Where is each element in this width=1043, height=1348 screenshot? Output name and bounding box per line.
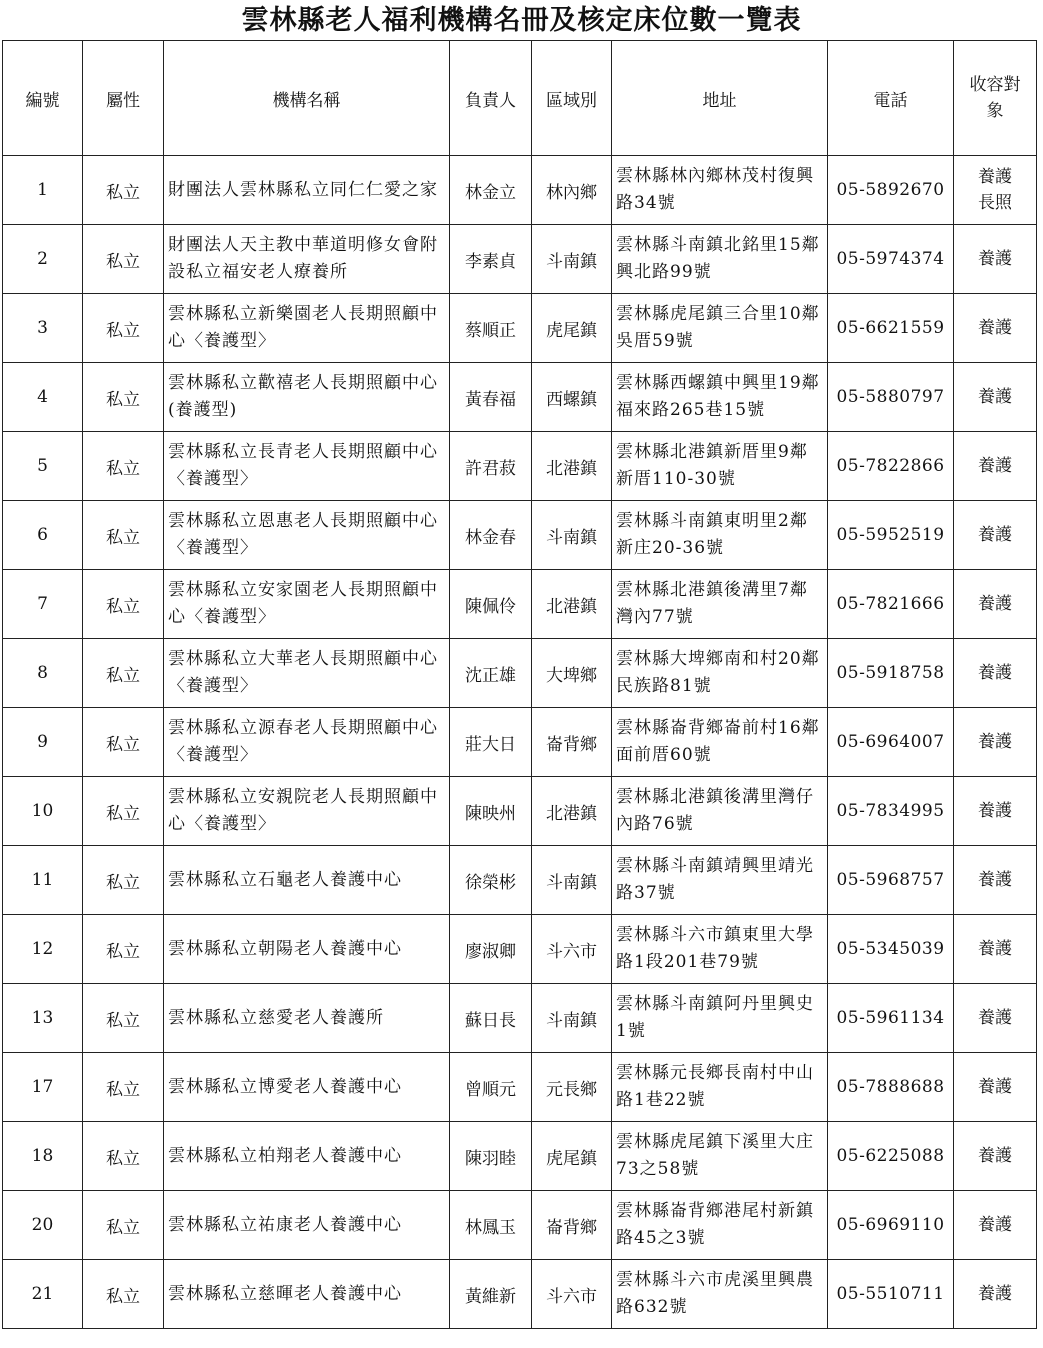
- cell-target: 養護: [954, 846, 1037, 915]
- cell-target: 養護: [954, 294, 1037, 363]
- cell-no: 21: [3, 1260, 83, 1329]
- cell-phone: 05-5918758: [828, 639, 954, 708]
- cell-type: 私立: [83, 639, 164, 708]
- cell-target: 養護: [954, 363, 1037, 432]
- cell-type: 私立: [83, 846, 164, 915]
- cell-target: 養護: [954, 984, 1037, 1053]
- cell-type: 私立: [83, 156, 164, 225]
- facility-table: [2, 40, 1037, 1329]
- cell-no: 10: [3, 777, 83, 846]
- cell-district: 崙背鄉: [532, 1191, 612, 1260]
- cell-type: 私立: [83, 1122, 164, 1191]
- cell-district: 西螺鎮: [532, 363, 612, 432]
- cell-district: 斗南鎮: [532, 225, 612, 294]
- cell-target: 養護: [954, 1053, 1037, 1122]
- cell-name: 雲林縣私立源春老人長期照顧中心〈養護型〉: [164, 708, 450, 777]
- cell-person: 廖淑卿: [450, 915, 532, 984]
- cell-phone: 05-6621559: [828, 294, 954, 363]
- table-row: [3, 501, 1037, 570]
- cell-name: 雲林縣私立慈暉老人養護中心: [164, 1260, 450, 1329]
- cell-address: 雲林縣斗南鎮靖興里靖光路37號: [612, 846, 828, 915]
- cell-address: 雲林縣斗六市虎溪里興農路632號: [612, 1260, 828, 1329]
- cell-person: 沈正雄: [450, 639, 532, 708]
- cell-type: 私立: [83, 708, 164, 777]
- cell-type: 私立: [83, 501, 164, 570]
- cell-name: 財團法人天主教中華道明修女會附設私立福安老人療養所: [164, 225, 450, 294]
- cell-type: 私立: [83, 1191, 164, 1260]
- cell-no: 13: [3, 984, 83, 1053]
- table-row: [3, 915, 1037, 984]
- cell-target: 養護: [954, 570, 1037, 639]
- cell-type: 私立: [83, 363, 164, 432]
- cell-name: 雲林縣私立朝陽老人養護中心: [164, 915, 450, 984]
- cell-address: 雲林縣元長鄉長南村中山路1巷22號: [612, 1053, 828, 1122]
- cell-phone: 05-6225088: [828, 1122, 954, 1191]
- cell-no: 7: [3, 570, 83, 639]
- cell-name: 雲林縣私立長青老人長期照顧中心〈養護型〉: [164, 432, 450, 501]
- cell-phone: 05-7821666: [828, 570, 954, 639]
- cell-phone: 05-6964007: [828, 708, 954, 777]
- cell-person: 許君菽: [450, 432, 532, 501]
- cell-target: 養護: [954, 501, 1037, 570]
- cell-name: 雲林縣私立石龜老人養護中心: [164, 846, 450, 915]
- cell-no: 4: [3, 363, 83, 432]
- cell-name: 雲林縣私立祐康老人養護中心: [164, 1191, 450, 1260]
- cell-type: 私立: [83, 777, 164, 846]
- table-row: [3, 1260, 1037, 1329]
- cell-person: 林鳳玉: [450, 1191, 532, 1260]
- cell-target: 養護: [954, 1122, 1037, 1191]
- cell-person: 林金春: [450, 501, 532, 570]
- cell-no: 1: [3, 156, 83, 225]
- cell-target: 養護: [954, 639, 1037, 708]
- cell-phone: 05-5968757: [828, 846, 954, 915]
- cell-phone: 05-5892670: [828, 156, 954, 225]
- cell-address: 雲林縣大埤鄉南和村20鄰民族路81號: [612, 639, 828, 708]
- cell-address: 雲林縣虎尾鎮三合里10鄰吳厝59號: [612, 294, 828, 363]
- table-row: [3, 363, 1037, 432]
- cell-person: 陳羽睦: [450, 1122, 532, 1191]
- cell-district: 斗六市: [532, 915, 612, 984]
- page-title: 雲林縣老人福利機構名冊及核定床位數一覽表: [241, 5, 802, 36]
- table-row: [3, 846, 1037, 915]
- cell-address: 雲林縣斗南鎮北銘里15鄰興北路99號: [612, 225, 828, 294]
- cell-person: 黃春福: [450, 363, 532, 432]
- cell-address: 雲林縣虎尾鎮下溪里大庄73之58號: [612, 1122, 828, 1191]
- cell-phone: 05-5961134: [828, 984, 954, 1053]
- cell-address: 雲林縣斗南鎮東明里2鄰新庄20-36號: [612, 501, 828, 570]
- cell-phone: 05-7822866: [828, 432, 954, 501]
- cell-type: 私立: [83, 294, 164, 363]
- header-person: 負責人: [450, 41, 532, 156]
- cell-target: 養護: [954, 1260, 1037, 1329]
- cell-target: 養護 長照: [954, 156, 1037, 225]
- cell-district: 斗南鎮: [532, 846, 612, 915]
- cell-person: 李素貞: [450, 225, 532, 294]
- cell-name: 雲林縣私立大華老人長期照顧中心〈養護型〉: [164, 639, 450, 708]
- table-row: [3, 1053, 1037, 1122]
- cell-address: 雲林縣北港鎮新厝里9鄰新厝110-30號: [612, 432, 828, 501]
- cell-district: 北港鎮: [532, 777, 612, 846]
- cell-target: 養護: [954, 225, 1037, 294]
- cell-name: 財團法人雲林縣私立同仁仁愛之家: [164, 156, 450, 225]
- cell-address: 雲林縣斗南鎮阿丹里興史1號: [612, 984, 828, 1053]
- cell-type: 私立: [83, 570, 164, 639]
- cell-phone: 05-5510711: [828, 1260, 954, 1329]
- header-phone: 電話: [828, 41, 954, 156]
- cell-name: 雲林縣私立慈愛老人養護所: [164, 984, 450, 1053]
- table-header-row: [3, 41, 1037, 156]
- table-row: [3, 777, 1037, 846]
- header-target: [954, 41, 1037, 156]
- cell-no: 11: [3, 846, 83, 915]
- table-row: [3, 708, 1037, 777]
- table-row: [3, 639, 1037, 708]
- cell-no: 3: [3, 294, 83, 363]
- cell-no: 20: [3, 1191, 83, 1260]
- cell-no: 18: [3, 1122, 83, 1191]
- table-row: [3, 432, 1037, 501]
- cell-person: 蘇日長: [450, 984, 532, 1053]
- cell-address: 雲林縣西螺鎮中興里19鄰福來路265巷15號: [612, 363, 828, 432]
- cell-address: 雲林縣斗六市鎮東里大學路1段201巷79號: [612, 915, 828, 984]
- cell-district: 虎尾鎮: [532, 1122, 612, 1191]
- cell-person: 陳映州: [450, 777, 532, 846]
- cell-address: 雲林縣北港鎮後溝里7鄰灣內77號: [612, 570, 828, 639]
- table-row: [3, 984, 1037, 1053]
- cell-no: 12: [3, 915, 83, 984]
- cell-target: 養護: [954, 708, 1037, 777]
- cell-target: 養護: [954, 1191, 1037, 1260]
- cell-name: 雲林縣私立安親院老人長期照顧中心〈養護型〉: [164, 777, 450, 846]
- cell-district: 斗南鎮: [532, 984, 612, 1053]
- cell-district: 斗南鎮: [532, 501, 612, 570]
- cell-name: 雲林縣私立恩惠老人長期照顧中心〈養護型〉: [164, 501, 450, 570]
- cell-person: 黃維新: [450, 1260, 532, 1329]
- cell-phone: 05-5974374: [828, 225, 954, 294]
- cell-person: 曾順元: [450, 1053, 532, 1122]
- cell-address: 雲林縣北港鎮後溝里灣仔內路76號: [612, 777, 828, 846]
- cell-no: 9: [3, 708, 83, 777]
- table-row: [3, 156, 1037, 225]
- cell-type: 私立: [83, 1260, 164, 1329]
- cell-district: 崙背鄉: [532, 708, 612, 777]
- cell-type: 私立: [83, 432, 164, 501]
- header-name: 機構名稱: [164, 41, 450, 156]
- cell-no: 17: [3, 1053, 83, 1122]
- cell-phone: 05-7888688: [828, 1053, 954, 1122]
- cell-phone: 05-5345039: [828, 915, 954, 984]
- cell-name: 雲林縣私立安家園老人長期照顧中心〈養護型〉: [164, 570, 450, 639]
- cell-district: 大埤鄉: [532, 639, 612, 708]
- cell-type: 私立: [83, 225, 164, 294]
- cell-target: 養護: [954, 915, 1037, 984]
- cell-district: 北港鎮: [532, 432, 612, 501]
- table-row: [3, 1191, 1037, 1260]
- cell-target: 養護: [954, 777, 1037, 846]
- cell-phone: 05-6969110: [828, 1191, 954, 1260]
- cell-no: 6: [3, 501, 83, 570]
- cell-address: 雲林縣崙背鄉崙前村16鄰面前厝60號: [612, 708, 828, 777]
- header-no: 編號: [3, 41, 83, 156]
- cell-type: 私立: [83, 1053, 164, 1122]
- header-type: 屬性: [83, 41, 164, 156]
- cell-district: 虎尾鎮: [532, 294, 612, 363]
- cell-district: 元長鄉: [532, 1053, 612, 1122]
- cell-type: 私立: [83, 915, 164, 984]
- header-target-line2: 象: [986, 101, 1004, 121]
- cell-district: 北港鎮: [532, 570, 612, 639]
- header-address: 地址: [612, 41, 828, 156]
- cell-district: 林內鄉: [532, 156, 612, 225]
- cell-no: 5: [3, 432, 83, 501]
- cell-person: 徐榮彬: [450, 846, 532, 915]
- header-target-line1: 收容對: [969, 75, 1021, 95]
- cell-address: 雲林縣崙背鄉港尾村新鎮路45之3號: [612, 1191, 828, 1260]
- cell-district: 斗六市: [532, 1260, 612, 1329]
- cell-person: 莊大日: [450, 708, 532, 777]
- cell-target: 養護: [954, 432, 1037, 501]
- cell-name: 雲林縣私立柏翔老人養護中心: [164, 1122, 450, 1191]
- cell-no: 2: [3, 225, 83, 294]
- table-row: [3, 570, 1037, 639]
- cell-address: 雲林縣林內鄉林茂村復興路34號: [612, 156, 828, 225]
- table-row: [3, 1122, 1037, 1191]
- cell-name: 雲林縣私立博愛老人養護中心: [164, 1053, 450, 1122]
- table-row: [3, 294, 1037, 363]
- cell-phone: 05-5880797: [828, 363, 954, 432]
- table-row: [3, 225, 1037, 294]
- cell-name: 雲林縣私立歡禧老人長期照顧中心(養護型): [164, 363, 450, 432]
- cell-type: 私立: [83, 984, 164, 1053]
- cell-no: 8: [3, 639, 83, 708]
- cell-phone: 05-5952519: [828, 501, 954, 570]
- cell-name: 雲林縣私立新樂園老人長期照顧中心〈養護型〉: [164, 294, 450, 363]
- header-district: 區域別: [532, 41, 612, 156]
- cell-phone: 05-7834995: [828, 777, 954, 846]
- cell-person: 蔡順正: [450, 294, 532, 363]
- cell-person: 陳佩伶: [450, 570, 532, 639]
- cell-person: 林金立: [450, 156, 532, 225]
